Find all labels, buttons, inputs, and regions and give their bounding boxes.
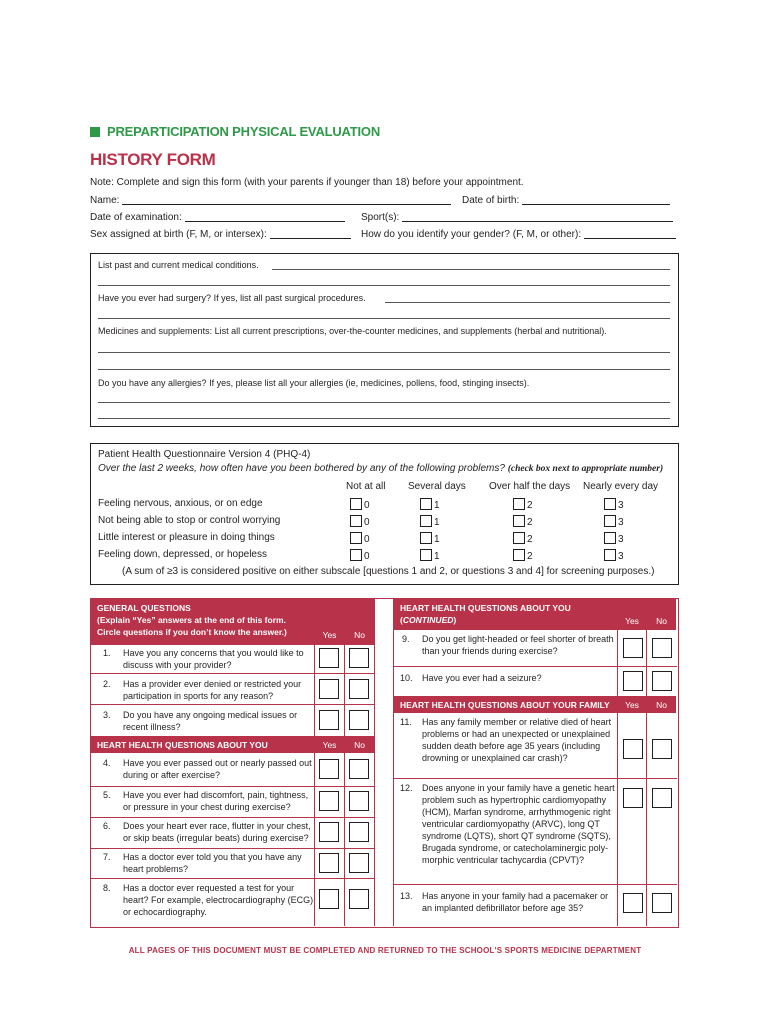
phq-r2-c0[interactable]: 0 <box>350 515 370 528</box>
allergies-line-2[interactable] <box>98 418 670 419</box>
row-sep <box>394 666 677 667</box>
conditions-line-2[interactable] <box>98 285 670 286</box>
phq-r1-c2[interactable]: 2 <box>513 498 533 511</box>
right-no-divider <box>646 599 647 926</box>
center-divider <box>374 599 375 926</box>
checkbox-icon[interactable] <box>420 515 432 527</box>
checkbox-icon[interactable] <box>350 549 362 561</box>
checkbox-icon[interactable] <box>604 515 616 527</box>
checkbox-icon[interactable] <box>513 515 525 527</box>
phq-r2-c2[interactable]: 2 <box>513 515 533 528</box>
phq-r4-c1[interactable]: 1 <box>420 549 440 562</box>
heart-no-header: No <box>345 736 374 753</box>
heart-family-header: HEART HEALTH QUESTIONS ABOUT YOUR FAMILY <box>394 696 617 713</box>
right-yes-header: Yes <box>618 599 646 630</box>
center-divider-2 <box>393 599 394 926</box>
phq-r2-c3[interactable]: 3 <box>604 515 624 528</box>
q9-yes-checkbox[interactable] <box>623 638 643 658</box>
row-sep <box>91 817 374 818</box>
surgery-line-2[interactable] <box>98 318 670 319</box>
phq-instruction: Over the last 2 weeks, how often have you been bothered by any of the following problems? (check box next to appropriate number) <box>98 463 664 474</box>
q7-yes-checkbox[interactable] <box>319 853 339 873</box>
q13-yes-checkbox[interactable] <box>623 893 643 913</box>
dob-field[interactable]: Date of birth: <box>462 194 670 206</box>
q4-no-checkbox[interactable] <box>349 759 369 779</box>
medicines-label: Medicines and supplements: List all current prescriptions, over-the-counter medicines, and supplements (herbal and nutritional). <box>98 326 607 336</box>
q5-no-checkbox[interactable] <box>349 791 369 811</box>
phq-footnote: (A sum of ≥3 is considered positive on either subscale [questions 1 and 2, or questions 3 and 4] for screening purposes.) <box>122 566 655 577</box>
q12-yes-checkbox[interactable] <box>623 788 643 808</box>
row-sep <box>91 878 374 879</box>
left-yes-divider <box>314 599 315 926</box>
q10-no-checkbox[interactable] <box>652 671 672 691</box>
phq-r4-c3[interactable]: 3 <box>604 549 624 562</box>
checkbox-icon[interactable] <box>350 532 362 544</box>
phq-r4-c0[interactable]: 0 <box>350 549 370 562</box>
dob-line[interactable] <box>522 194 670 205</box>
note-text: Note: Complete and sign this form (with your parents if younger than 18) before your appointment. <box>90 177 524 188</box>
gender-line[interactable] <box>584 228 676 239</box>
row-sep <box>394 884 677 885</box>
phq-r3-c2[interactable]: 2 <box>513 532 533 545</box>
general-no-header: No <box>345 599 374 645</box>
phq-col-over-half: Over half the days <box>489 481 571 492</box>
checkbox-icon[interactable] <box>420 532 432 544</box>
q13-no-checkbox[interactable] <box>652 893 672 913</box>
checkbox-icon[interactable] <box>513 532 525 544</box>
row-sep <box>394 778 677 779</box>
conditions-label: List past and current medical conditions. <box>98 260 259 270</box>
checkbox-icon[interactable] <box>604 532 616 544</box>
q1-yes-checkbox[interactable] <box>319 648 339 668</box>
medical-history-box <box>90 253 679 427</box>
phq-col-nearly-every-day: Nearly every day <box>583 481 659 492</box>
q3-no-checkbox[interactable] <box>349 710 369 730</box>
phq-col-not-at-all: Not at all <box>346 481 386 492</box>
q7-no-checkbox[interactable] <box>349 853 369 873</box>
general-questions-header: GENERAL QUESTIONS (Explain “Yes” answers at the end of this form. Circle questions if you don’t know the answer.) <box>91 599 314 645</box>
family-no-header: No <box>647 696 676 713</box>
phq-title: Patient Health Questionnaire Version 4 (PHQ-4) <box>98 449 311 460</box>
phq-row-2-label: Not being able to stop or control worrying <box>98 515 281 526</box>
right-no-header: No <box>647 599 676 630</box>
heart-continued-header: HEART HEALTH QUESTIONS ABOUT YOU (CONTINUED) <box>394 599 617 630</box>
q2-no-checkbox[interactable] <box>349 679 369 699</box>
footer-notice: ALL PAGES OF THIS DOCUMENT MUST BE COMPLETED AND RETURNED TO THE SCHOOL'S SPORTS MEDICINE DEPARTMENT <box>128 946 642 955</box>
name-field[interactable]: Name: <box>90 194 451 206</box>
q6-yes-checkbox[interactable] <box>319 822 339 842</box>
q9-no-checkbox[interactable] <box>652 638 672 658</box>
q11-no-checkbox[interactable] <box>652 739 672 759</box>
q2-yes-checkbox[interactable] <box>319 679 339 699</box>
phq-col-several-days: Several days <box>408 481 466 492</box>
left-no-divider <box>344 599 345 926</box>
heart-about-you-header: HEART HEALTH QUESTIONS ABOUT YOU <box>91 736 314 753</box>
phq-row-4-label: Feeling down, depressed, or hopeless <box>98 549 267 560</box>
q8-no-checkbox[interactable] <box>349 889 369 909</box>
name-line[interactable] <box>122 194 451 205</box>
allergies-line-1[interactable] <box>98 402 670 403</box>
general-yes-header: Yes <box>315 599 344 645</box>
checkbox-icon[interactable] <box>350 515 362 527</box>
section-title: PREPARTICIPATION PHYSICAL EVALUATION <box>90 124 380 139</box>
phq-r3-c3[interactable]: 3 <box>604 532 624 545</box>
checkbox-icon[interactable] <box>350 498 362 510</box>
surgery-label: Have you ever had surgery? If yes, list all past surgical procedures. <box>98 293 366 303</box>
row-sep <box>91 848 374 849</box>
sports-line[interactable] <box>402 211 673 222</box>
row-sep <box>91 704 374 705</box>
row-sep <box>91 786 374 787</box>
gender-field[interactable]: How do you identify your gender? (F, M, or other): <box>361 228 676 240</box>
checkbox-icon[interactable] <box>420 549 432 561</box>
q8-yes-checkbox[interactable] <box>319 889 339 909</box>
q1-no-checkbox[interactable] <box>349 648 369 668</box>
sex-line[interactable] <box>270 228 351 239</box>
allergies-label: Do you have any allergies? If yes, please list all your allergies (ie, medicines, pollens, food, stinging insects). <box>98 378 530 388</box>
phq-row-3-label: Little interest or pleasure in doing things <box>98 532 275 543</box>
q5-yes-checkbox[interactable] <box>319 791 339 811</box>
checkbox-icon[interactable] <box>513 498 525 510</box>
phq-row-1-label: Feeling nervous, anxious, or on edge <box>98 498 263 509</box>
phq-r3-c1[interactable]: 1 <box>420 532 440 545</box>
right-yes-divider <box>617 599 618 926</box>
q3-yes-checkbox[interactable] <box>319 710 339 730</box>
medicines-line-1[interactable] <box>98 352 670 353</box>
phq-r1-c1[interactable]: 1 <box>420 498 440 511</box>
phq-r1-c3[interactable]: 3 <box>604 498 624 511</box>
sex-field[interactable]: Sex assigned at birth (F, M, or intersex): <box>90 228 351 240</box>
checkbox-icon[interactable] <box>420 498 432 510</box>
exam-date-line[interactable] <box>185 211 345 222</box>
phq-r1-c0[interactable]: 0 <box>350 498 370 511</box>
heart-yes-header: Yes <box>315 736 344 753</box>
q6-no-checkbox[interactable] <box>349 822 369 842</box>
checkbox-icon[interactable] <box>604 498 616 510</box>
checkbox-icon[interactable] <box>604 549 616 561</box>
sports-field[interactable]: Sport(s): <box>361 211 673 223</box>
conditions-line[interactable] <box>272 269 670 270</box>
green-square-icon <box>90 127 100 137</box>
phq-r4-c2[interactable]: 2 <box>513 549 533 562</box>
phq-r3-c0[interactable]: 0 <box>350 532 370 545</box>
q4-yes-checkbox[interactable] <box>319 759 339 779</box>
row-sep <box>91 673 374 674</box>
exam-date-field[interactable]: Date of examination: <box>90 211 345 223</box>
phq-r2-c1[interactable]: 1 <box>420 515 440 528</box>
q12-no-checkbox[interactable] <box>652 788 672 808</box>
q10-yes-checkbox[interactable] <box>623 671 643 691</box>
medicines-line-2[interactable] <box>98 369 670 370</box>
family-yes-header: Yes <box>618 696 646 713</box>
q11-yes-checkbox[interactable] <box>623 739 643 759</box>
form-title: HISTORY FORM <box>90 150 216 169</box>
surgery-line[interactable] <box>385 302 670 303</box>
checkbox-icon[interactable] <box>513 549 525 561</box>
